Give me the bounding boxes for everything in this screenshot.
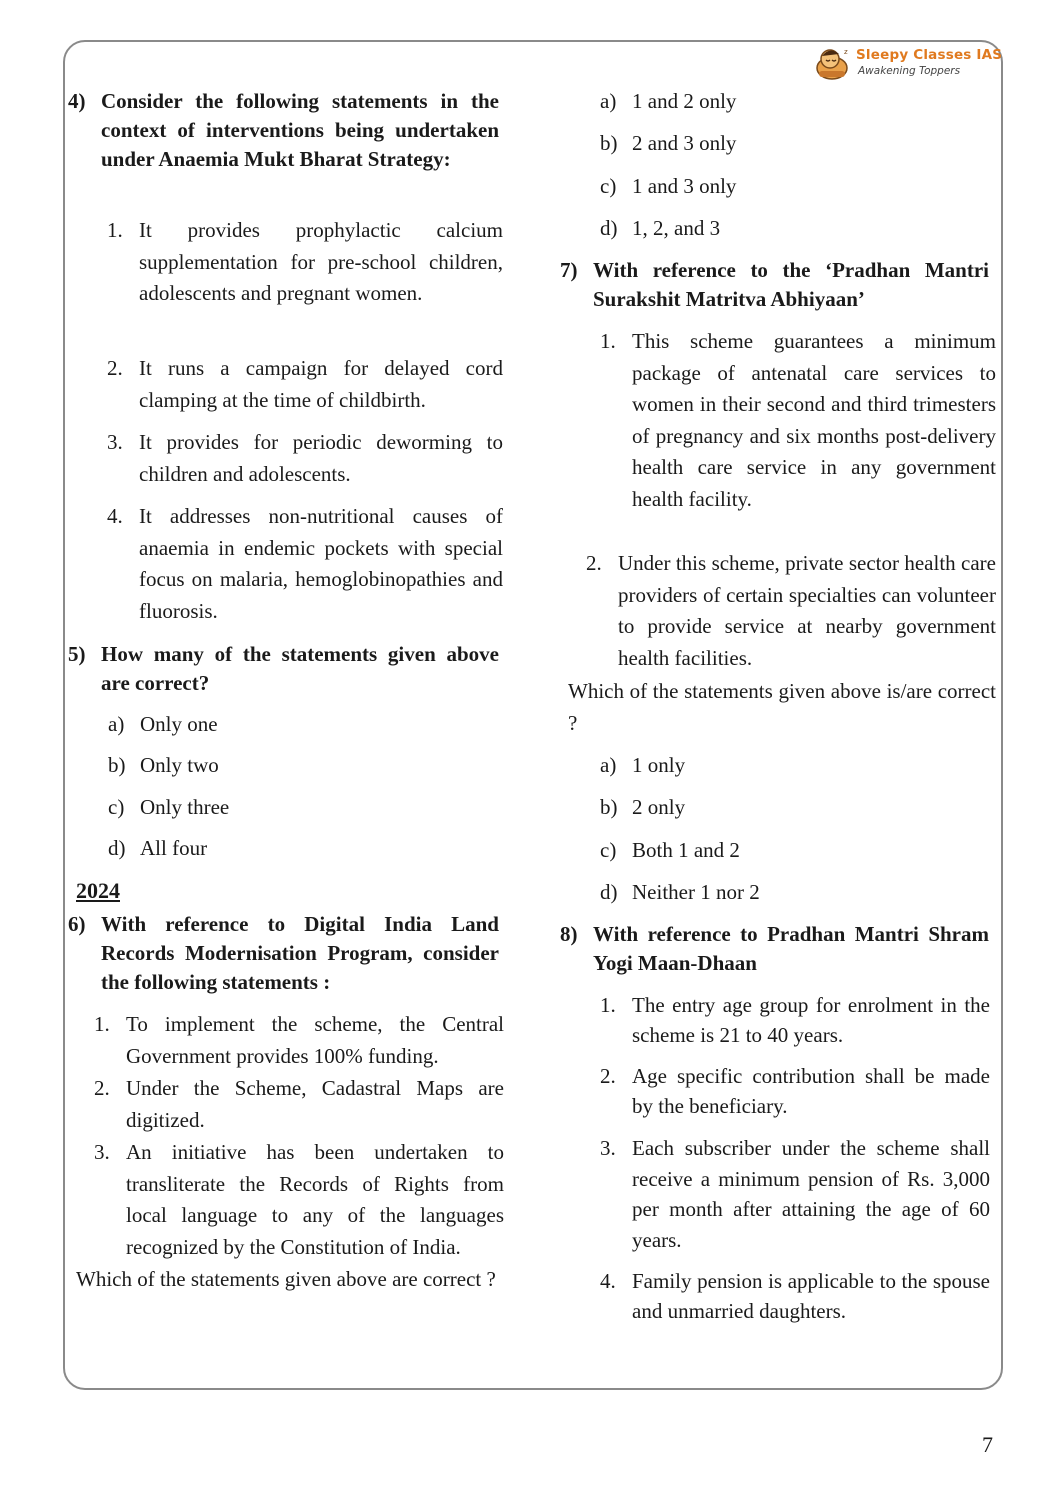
question-text: With reference to Digital India Land Records Modernisation Program, consider the following statements : — [101, 912, 499, 994]
brand-name: Sleepy Classes IAS — [856, 47, 1003, 63]
page-number: 7 — [982, 1432, 993, 1457]
q7-option-a[interactable]: a) 1 only — [600, 753, 686, 777]
sleeping-mascot-icon — [814, 44, 854, 82]
q6-statement-2: 2. Under the Scheme, Cadastral Maps are digitized. — [94, 1076, 504, 1132]
q4-statement-1: 1. It provides prophylactic calcium supplementation for pre-school children, adolescents and pregnant women. — [107, 218, 503, 305]
question-number: 5) — [68, 642, 86, 666]
question-number: 4) — [68, 89, 86, 113]
question-number: 7) — [560, 258, 578, 282]
q5-option-d[interactable]: d) All four — [108, 836, 208, 860]
brand-tagline: Awakening Toppers — [858, 65, 961, 77]
q8-statement-2: 2. Age specific contribution shall be made by the beneficiary. — [600, 1064, 990, 1118]
question-4 — [68, 87, 499, 174]
q6-option-c[interactable]: c) 1 and 3 only — [600, 174, 737, 198]
q6-option-d[interactable]: d) 1, 2, and 3 — [600, 216, 721, 240]
brand-logo — [814, 44, 1004, 84]
year-heading: 2024 — [76, 878, 120, 903]
svg-text:z: z — [844, 48, 848, 56]
q4-statement-4: 4. It addresses non-nutritional causes of anaemia in endemic pockets with special focus on malaria, hemoglobinopathies and fluorosis. — [107, 504, 503, 623]
question-5 — [68, 640, 499, 698]
question-text: How many of the statements given above are correct? — [101, 642, 499, 695]
question-7 — [560, 256, 989, 314]
q8-statement-4: 4. Family pension is applicable to the spouse and unmarried daughters. — [600, 1269, 990, 1323]
q5-option-a[interactable]: a) Only one — [108, 712, 218, 736]
q6-statement-3: 3. An initiative has been undertaken to transliterate the Records of Rights from local language to any of the languages recognized by the Constitution of India. — [94, 1140, 504, 1259]
q7-option-c[interactable]: c) Both 1 and 2 — [600, 838, 740, 862]
q7-prompt: Which of the statements given above is/are correct ? — [568, 679, 996, 735]
question-text: Consider the following statements in the context of interventions being undertaken under Anaemia Mukt Bharat Strategy: — [101, 89, 499, 171]
question-number: 6) — [68, 912, 86, 936]
q7-statement-2: 2. Under this scheme, private sector health care providers of certain specialties can volunteer to provide service at nearby government health facilities. — [586, 551, 996, 670]
q7-option-b[interactable]: b) 2 only — [600, 795, 686, 819]
q7-option-d[interactable]: d) Neither 1 nor 2 — [600, 880, 760, 904]
question-number: 8) — [560, 922, 578, 946]
q6-option-a[interactable]: a) 1 and 2 only — [600, 89, 737, 113]
q4-statement-3: 3. It provides for periodic deworming to children and adolescents. — [107, 430, 503, 486]
q6-option-b[interactable]: b) 2 and 3 only — [600, 131, 737, 155]
q6-prompt: Which of the statements given above are correct ? — [76, 1267, 496, 1291]
question-text: With reference to Pradhan Mantri Shram Yogi Maan-Dhaan — [593, 922, 989, 975]
question-8 — [560, 920, 989, 978]
q4-statement-2: 2. It runs a campaign for delayed cord clamping at the time of childbirth. — [107, 356, 503, 412]
q7-statement-1: 1. This scheme guarantees a minimum package of antenatal care services to women in their second and third trimesters of pregnancy and six months post-delivery health care service in any government health facility. — [600, 329, 996, 511]
q8-statement-1: 1. The entry age group for enrolment in the scheme is 21 to 40 years. — [600, 993, 990, 1047]
question-6 — [68, 910, 499, 997]
q5-option-c[interactable]: c) Only three — [108, 795, 230, 819]
question-text: With reference to the ‘Pradhan Mantri Surakshit Matritva Abhiyaan’ — [593, 258, 989, 311]
q8-statement-3: 3. Each subscriber under the scheme shall receive a minimum pension of Rs. 3,000 per month after attaining the age of 60 years. — [600, 1136, 990, 1252]
q5-option-b[interactable]: b) Only two — [108, 753, 219, 777]
q6-statement-1: 1. To implement the scheme, the Central Government provides 100% funding. — [94, 1012, 504, 1068]
